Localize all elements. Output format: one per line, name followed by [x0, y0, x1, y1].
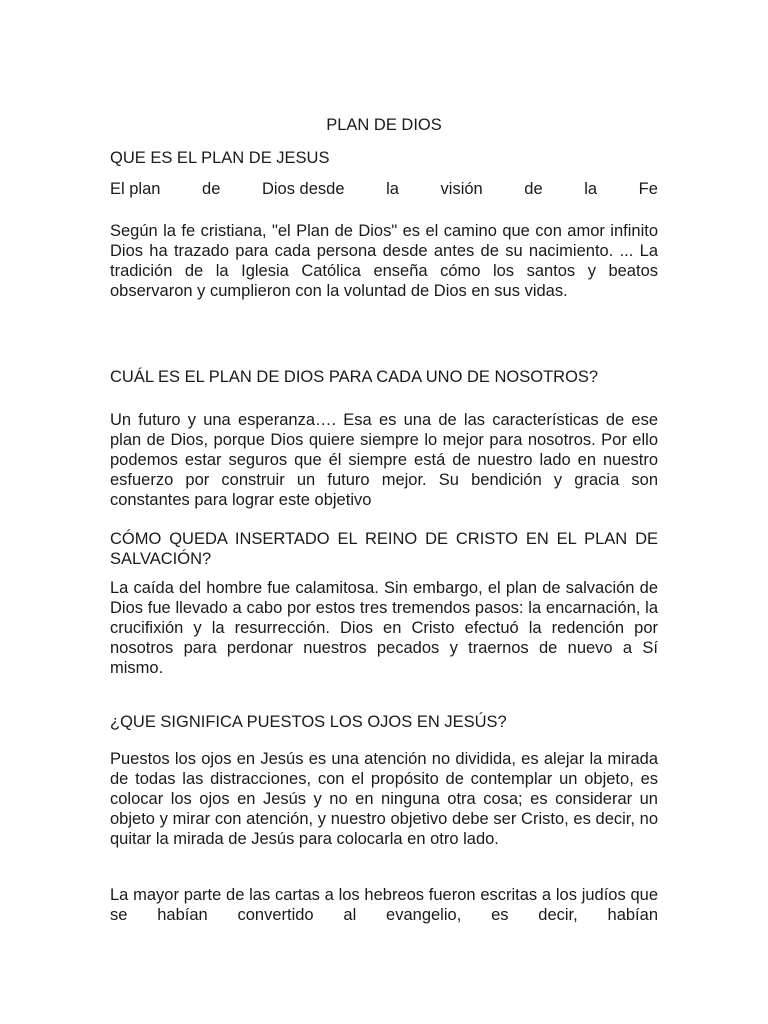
section-4-paragraph-2: La mayor parte de las cartas a los hebreos fueron escritas a los judíos que se habían convertido al evangelio, es decir, habían: [110, 886, 658, 924]
subtitle-word: visión: [440, 180, 483, 198]
section-3-paragraph: La caída del hombre fue calamitosa. Sin embargo, el plan de salvación de Dios fue llevado a cabo por estos tres tremendos pasos: la encarnación, la crucifixión y la resurrección. Dios en Cristo efectuó la redención por nosotros para perdonar nuestros pecados y traernos de nuevo a Sí mismo.: [110, 579, 658, 677]
subtitle-word: de: [524, 180, 543, 198]
subtitle-word: la: [584, 180, 598, 198]
subtitle-word: de: [202, 180, 221, 198]
section-1-subtitle: [110, 179, 658, 199]
subtitle-word: Dios desde: [261, 180, 345, 198]
subtitle-word: Fe: [638, 180, 658, 198]
subtitle-word: la: [386, 180, 399, 198]
section-1-paragraph: Según la fe cristiana, "el Plan de Dios" es el camino que con amor infinito Dios ha trazado para cada persona desde antes de su nacimiento. ... La tradición de la Iglesia Católica enseña cómo los santos y beatos observaron y cumplieron con la voluntad de Dios en sus vidas.: [110, 222, 658, 300]
subtitle-word: El plan: [110, 180, 161, 198]
section-4-heading: ¿QUE SIGNIFICA PUESTOS LOS OJOS EN JESÚS?: [110, 713, 507, 731]
document-title: PLAN DE DIOS: [326, 116, 442, 134]
section-4-paragraph-1: Puestos los ojos en Jesús es una atención no dividida, es alejar la mirada de todas las distracciones, con el propósito de contemplar un objeto, es colocar los ojos en Jesús y no en ninguna otra cosa; es considerar un objeto y mirar con atención, y nuestro objetivo debe ser Cristo, es decir, no quitar la mirada de Jesús para colocarla en otro lado.: [110, 750, 658, 848]
section-1-heading: QUE ES EL PLAN DE JESUS: [110, 149, 330, 167]
section-2-paragraph: Un futuro y una esperanza…. Esa es una de las características de ese plan de Dios, porque Dios quiere siempre lo mejor para nosotros. Por ello podemos estar seguros que él siempre está de nuestro lado en nuestro esfuerzo por construir un futuro mejor. Su bendición y gracia son constantes para lograr este objetivo: [110, 411, 658, 509]
section-2-heading: CUÁL ES EL PLAN DE DIOS PARA CADA UNO DE NOSOTROS?: [110, 368, 599, 386]
section-3-heading: CÓMO QUEDA INSERTADO EL REINO DE CRISTO EN EL PLAN DE SALVACIÓN?: [110, 530, 658, 568]
